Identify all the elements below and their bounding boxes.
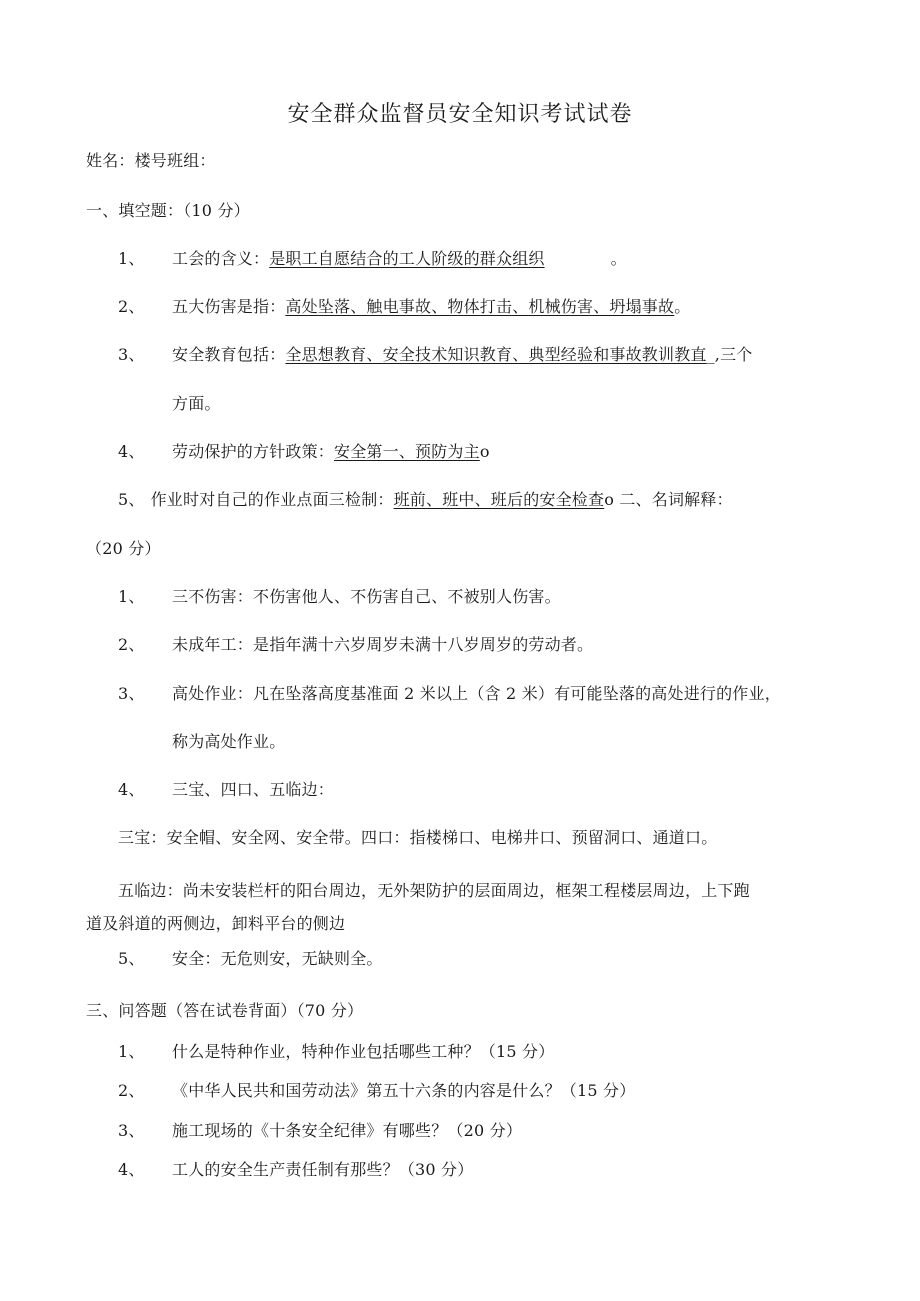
- item-prefix: 作业时对自己的作业点面三检制：: [150, 490, 394, 509]
- item-text: 高处作业：凡在坠落高度基准面 2 米以上（含 2 米）有可能坠落的高处进行的作业，: [172, 684, 781, 703]
- term-item-3: [118, 683, 781, 705]
- sanbao-sikou-text: 三宝：安全帽、安全网、安全带。四口：指楼梯口、电梯井口、预留洞口、通道口。: [118, 828, 718, 847]
- item-answer: 全思想教育、安全技术知识教育、典型经验和事故教训教直: [285, 345, 707, 364]
- item-prefix: 五大伤害是指：: [172, 297, 286, 316]
- item-suffix: o 二、名词解释：: [604, 490, 733, 509]
- item-text: 什么是特种作业，特种作业包括哪些工种？（15 分）: [172, 1042, 555, 1061]
- item-number: 1、: [118, 587, 145, 606]
- item-prefix: 劳动保护的方针政策：: [172, 442, 335, 461]
- item-answer: 高处坠落、触电事故、物体打击、机械伤害、坍塌事故: [285, 297, 675, 316]
- item-number: 1、: [118, 1042, 145, 1061]
- item-number: 4、: [118, 1160, 145, 1179]
- section-1-heading: 一、填空题：（10 分）: [86, 201, 250, 220]
- item-number: 2、: [118, 297, 145, 316]
- name-line: 姓名：楼号班组：: [86, 151, 216, 170]
- term-item-3-continued: 称为高处作业。: [172, 732, 286, 751]
- item-text: 安全：无危则安，无缺则全。: [172, 949, 383, 968]
- page-title: 安全群众监督员安全知识考试试卷: [287, 102, 633, 127]
- item-suffix: 。: [674, 297, 691, 316]
- item-number: 5、: [118, 949, 145, 968]
- term-item-2: [118, 634, 593, 656]
- item-number: 2、: [118, 635, 145, 654]
- item-text: 三不伤害：不伤害他人、不伤害自己、不被别人伤害。: [172, 587, 561, 606]
- fill-item-1: [118, 248, 627, 270]
- fill-item-3-continued: 方面。: [172, 394, 221, 413]
- term-item-5: [118, 948, 383, 970]
- term-item-4: [118, 779, 334, 801]
- item-number: 3、: [118, 1121, 145, 1140]
- item-text: 未成年工：是指年满十六岁周岁未满十八岁周岁的劳动者。: [172, 635, 594, 654]
- item-number: 3、: [118, 684, 145, 703]
- item-number: 1、: [118, 249, 145, 268]
- item-number: 3、: [118, 345, 145, 364]
- item-number: 2、: [118, 1081, 145, 1100]
- item-number: 4、: [118, 780, 145, 799]
- item-suffix: _,三个: [706, 345, 753, 364]
- section-2-points: （20 分）: [86, 539, 161, 558]
- item-suffix: o: [479, 442, 490, 461]
- fill-item-4: [118, 441, 490, 463]
- fill-item-3: [118, 344, 753, 366]
- fill-item-5: [118, 489, 733, 511]
- item-prefix: 工会的含义：: [172, 249, 270, 268]
- item-number: 4、: [118, 442, 145, 461]
- item-text: 三宝、四口、五临边：: [172, 780, 335, 799]
- item-number: 5、: [118, 490, 145, 509]
- item-answer: 班前、班中、班后的安全检查: [393, 490, 605, 509]
- question-item-3: [118, 1120, 522, 1142]
- item-text: 施工现场的《十条安全纪律》有哪些？（20 分）: [172, 1121, 523, 1140]
- item-prefix: 安全教育包括：: [172, 345, 286, 364]
- question-item-4: [118, 1159, 473, 1181]
- item-suffix: 。: [610, 249, 627, 268]
- wulinbian-text: 五临边：尚未安装栏杆的阳台周边，无外架防护的层面周边，框架工程楼层周边，上下跑: [118, 881, 750, 900]
- item-text: 《中华人民共和国劳动法》第五十六条的内容是什么？（15 分）: [172, 1081, 636, 1100]
- item-answer: 是职工自愿结合的工人阶级的群众组织: [269, 249, 545, 268]
- item-answer: 安全第一、预防为主: [334, 442, 480, 461]
- question-item-2: [118, 1080, 635, 1102]
- term-item-1: [118, 586, 561, 608]
- fill-item-2: [118, 296, 690, 318]
- question-item-1: [118, 1041, 554, 1063]
- wulinbian-text-continued: 道及斜道的两侧边，卸料平台的侧边: [86, 914, 346, 933]
- section-3-heading: 三、问答题（答在试卷背面）（70 分）: [86, 1001, 364, 1020]
- item-text: 工人的安全生产责任制有那些？（30 分）: [172, 1160, 474, 1179]
